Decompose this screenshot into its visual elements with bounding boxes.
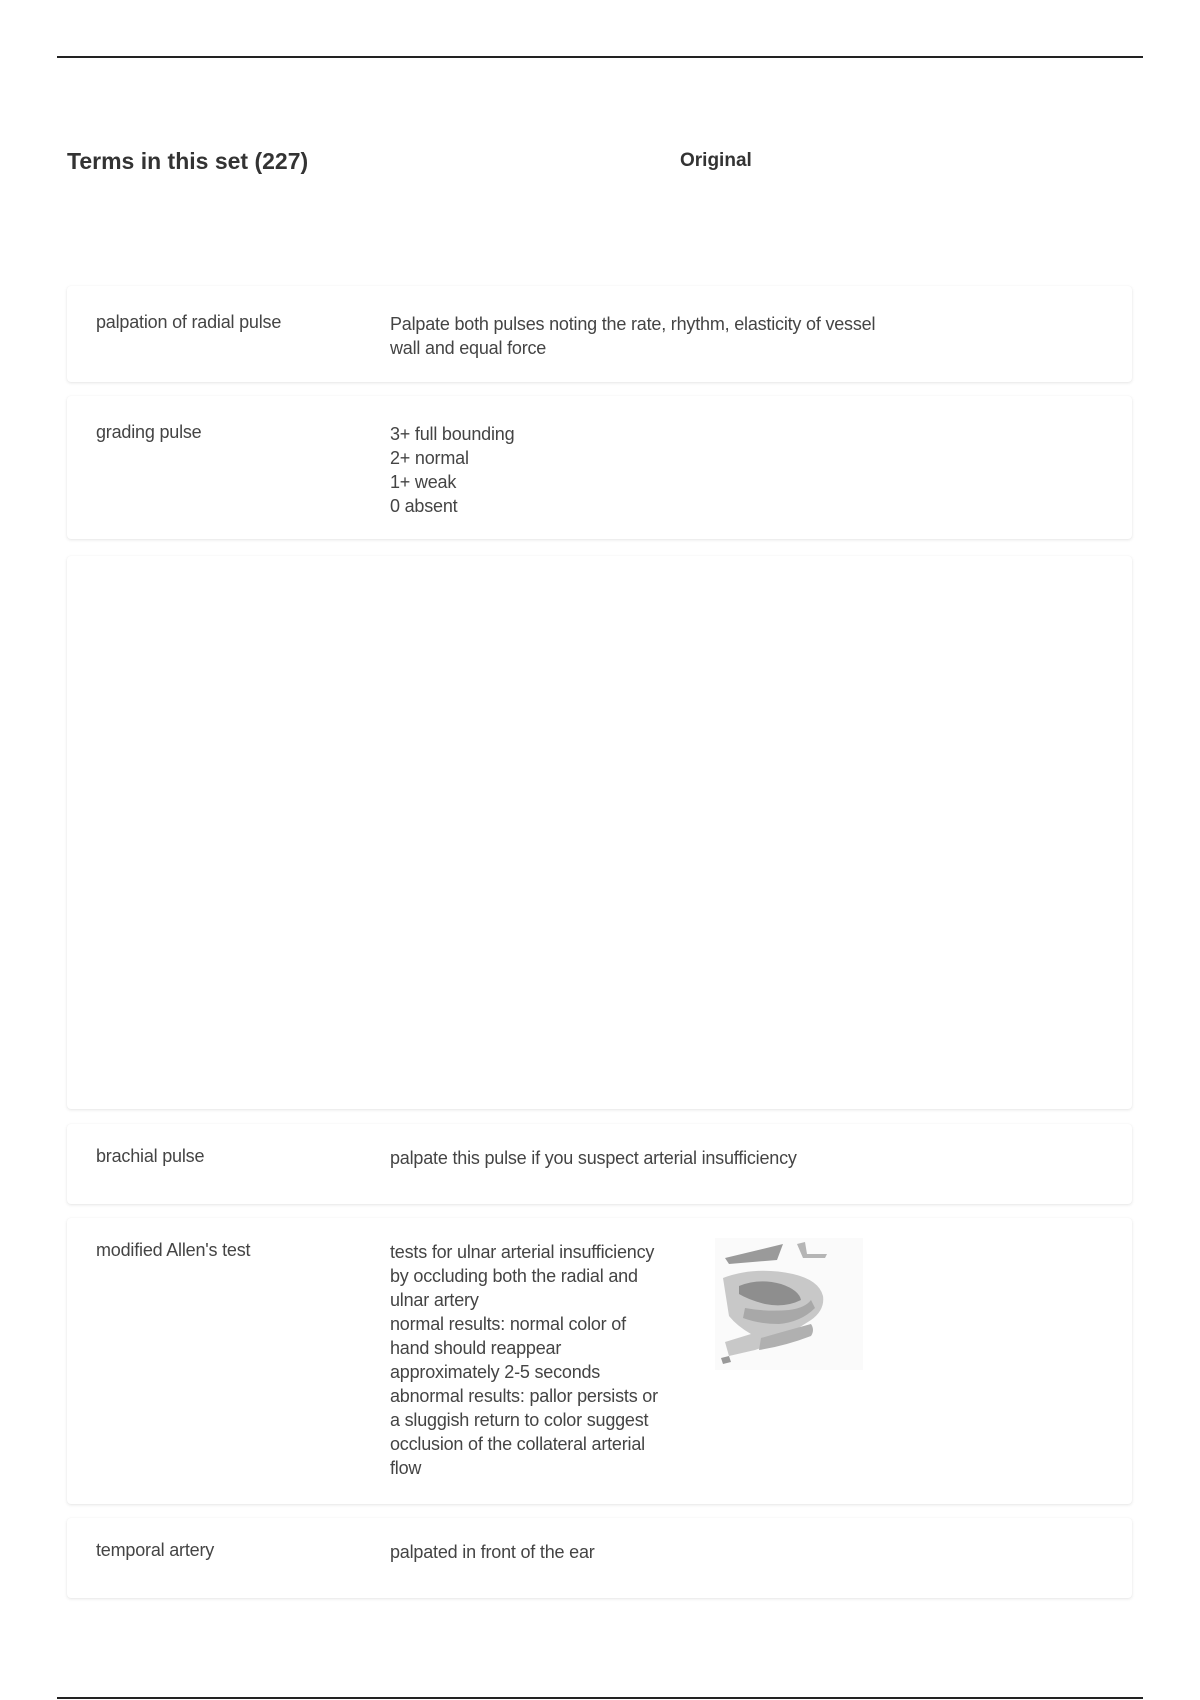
definition-text: Palpate both pulses noting the rate, rhythm, elasticity of vessel wall and equal force bbox=[390, 314, 876, 358]
column-header-original: Original bbox=[680, 150, 752, 171]
term-card bbox=[67, 286, 1132, 382]
set-title: Terms in this set (227) bbox=[67, 148, 309, 174]
bottom-divider bbox=[57, 1697, 1143, 1699]
term-text: temporal artery bbox=[96, 1540, 215, 1560]
definition-text: tests for ulnar arterial insufficiency by occluding both the radial and ulnar artery normal results: normal color of hand should reappear approximately 2-5 seconds abnormal results: pallor persists or a sluggish return to color suggest occlusion of the collateral arterial flow bbox=[390, 1242, 658, 1478]
hand-compression-illustration bbox=[715, 1238, 863, 1370]
term-card bbox=[67, 1518, 1132, 1598]
term-text: palpation of radial pulse bbox=[96, 312, 282, 332]
top-divider bbox=[57, 56, 1143, 58]
term-card bbox=[67, 1124, 1132, 1204]
term-text: modified Allen's test bbox=[96, 1240, 251, 1260]
term-card bbox=[67, 396, 1132, 539]
term-card bbox=[67, 1218, 1132, 1504]
definition-text: 3+ full bounding 2+ normal 1+ weak 0 absent bbox=[390, 424, 515, 516]
term-text: brachial pulse bbox=[96, 1146, 205, 1166]
term-card-empty bbox=[67, 556, 1132, 1109]
definition-text: palpate this pulse if you suspect arterial insufficiency bbox=[390, 1148, 797, 1168]
term-text: grading pulse bbox=[96, 422, 202, 442]
definition-text: palpated in front of the ear bbox=[390, 1542, 595, 1562]
